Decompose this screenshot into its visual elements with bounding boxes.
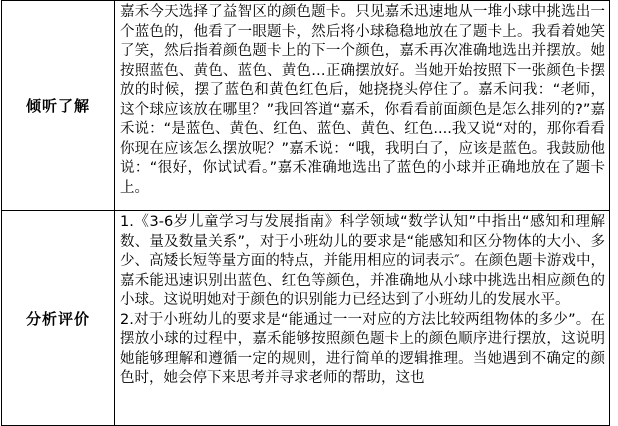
row-label-listen: 倾听了解 [2,1,115,211]
row-content-listen [115,1,610,211]
table-row-analysis [2,211,610,426]
row-content-analysis [115,211,610,426]
observation-record-table [1,0,610,426]
row-label-analysis: 分析评价 [2,211,115,426]
table-row-listen [2,1,610,211]
analysis-paragraph-2: 2.对于小班幼儿的要求是“能通过一一对应的方法比较两组物体的多少”。在摆放小球的过程中，嘉禾能够按照颜色题卡上的颜色顺序进行摆放，这说明她能够理解和遵循一定的规则，进行简单的逻辑推理。当她遇到不确定的颜色时，她会停下来思考并寻求老师的帮助，这也 [120,311,605,386]
analysis-content-clip [120,213,605,425]
analysis-paragraph-1: 1.《3-6岁儿童学习与发展指南》科学领域“数学认知”中指出“感知和理解数、量及数量关系”，对于小班幼儿的要求是“能感知和区分物体的大小、多少、高矮长短等量方面的特点，并能用相应的词表示″。在颜色题卡游戏中，嘉禾能迅速识别出蓝色、红色等颜色，并准确地从小球中挑选出相应颜色的小球。这说明她对于颜色的识别能力已经达到了小班幼儿的发展水平。 [120,214,605,308]
listen-paragraph: 嘉禾今天选择了益智区的颜色题卡。只见嘉禾迅速地从一堆小球中挑选出一个蓝色的，他看了一眼题卡，然后将小球稳稳地放在了题卡上。我看着她笑了笑，然后指着颜色题卡上的下一个颜色，嘉禾再次准确地选出并摆放。她按照蓝色、黄色、蓝色、黄色…正确摆放好。当她开始按照下一张颜色卡摆放的时候，摆了蓝色和黄色红色后，她挠挠头停住了。嘉禾问我：“老师，这个球应该放在哪里？”我回答道“嘉禾，你看看前面颜色是怎么排列的?”嘉禾说：“是蓝色、黄色、红色、蓝色、黄色、红色....我又说“对的，那你看看你现在应该怎么摆放呢？”嘉禾说：“哦，我明白了，应该是蓝色。我鼓励他说：“很好，你试试看。”嘉禾准确地选出了蓝色的小球并正确地放在了题卡上。 [120,4,605,196]
